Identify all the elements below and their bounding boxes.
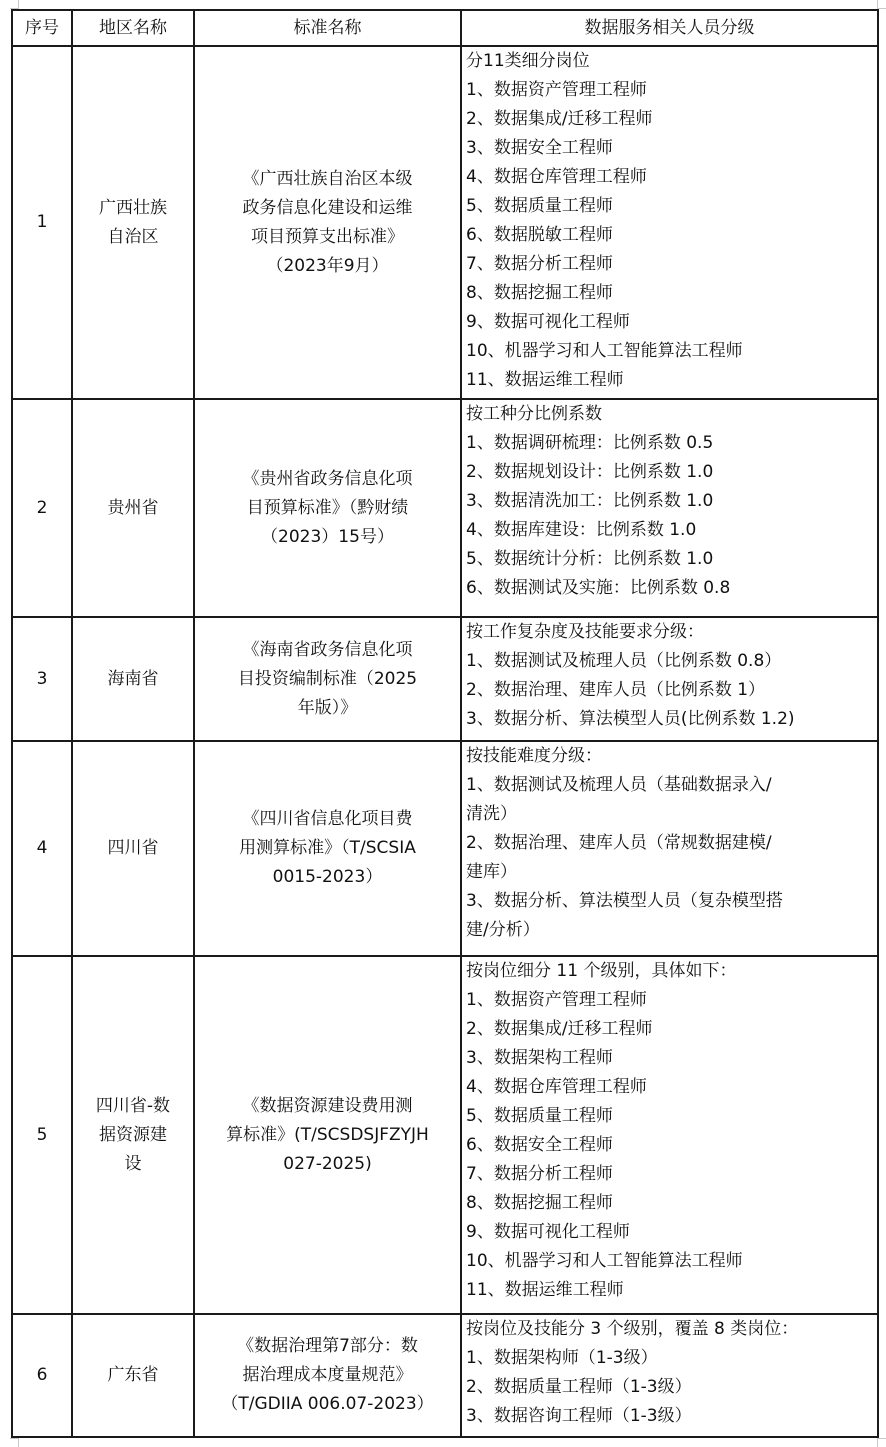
levels-item: 7、数据分析工程师 <box>466 254 613 274</box>
levels-item: 9、数据可视化工程师 <box>466 312 630 332</box>
levels-item: 3、数据分析、算法模型人员(比例系数 1.2) <box>466 709 795 729</box>
levels-item: 2、数据治理、建库人员（常规数据建模/ <box>466 833 772 853</box>
cell-levels <box>461 617 878 741</box>
levels-item: 2、数据集成/迁移工程师 <box>466 109 653 129</box>
levels-item: 7、数据分析工程师 <box>466 1164 613 1184</box>
levels-item: 建/分析） <box>466 920 540 940</box>
standard-line: 目预算标准》（黔财绩 <box>246 497 409 518</box>
levels-item: 清洗） <box>466 804 517 824</box>
levels-item: 1、数据资产管理工程师 <box>466 990 647 1010</box>
levels-item: 4、数据仓库管理工程师 <box>466 167 647 187</box>
levels-intro: 按技能难度分级： <box>466 746 602 766</box>
standard-line: 0015-2023） <box>272 867 383 887</box>
standard-line: 政务信息化建设和运维 <box>242 197 413 218</box>
levels-item: 1、数据测试及梳理人员（基础数据录入/ <box>466 775 772 795</box>
standard-line: 项目预算支出标准》 <box>251 226 404 247</box>
levels-item: 3、数据安全工程师 <box>466 138 613 158</box>
levels-item: 9、数据可视化工程师 <box>466 1222 630 1242</box>
levels-item: 11、数据运维工程师 <box>466 1280 624 1300</box>
region-line: 海南省 <box>107 668 159 689</box>
levels-item: 6、数据测试及实施：比例系数 0.8 <box>466 578 731 598</box>
region-line: 广东省 <box>107 1365 159 1385</box>
standard-line: 用测算标准》（T/SCSIA <box>239 838 416 858</box>
levels-item: 5、数据质量工程师 <box>466 196 613 216</box>
header-no: 序号 <box>12 10 72 46</box>
region-line: 自治区 <box>107 226 159 247</box>
cell-standard <box>194 399 461 617</box>
levels-item: 6、数据安全工程师 <box>466 1135 613 1155</box>
table-row <box>12 1314 878 1437</box>
cell-no: 1 <box>12 46 72 399</box>
levels-intro: 按工作复杂度及技能要求分级： <box>466 622 704 642</box>
levels-intro: 分11类细分岗位 <box>466 51 590 71</box>
page-corner-mark <box>877 0 886 9</box>
levels-item: 3、数据清洗加工：比例系数 1.0 <box>466 491 714 511</box>
standard-line: 《数据治理第7部分：数 <box>237 1336 418 1356</box>
header-region: 地区名称 <box>72 10 194 46</box>
levels-item: 11、数据运维工程师 <box>466 370 624 390</box>
table-row <box>12 617 878 741</box>
table-row <box>12 399 878 617</box>
levels-item: 1、数据测试及梳理人员（比例系数 0.8） <box>466 651 782 671</box>
page-corner-mark <box>877 1438 886 1447</box>
cell-region <box>72 399 194 617</box>
cell-levels <box>461 399 878 617</box>
levels-item: 5、数据质量工程师 <box>466 1106 613 1126</box>
region-line: 设 <box>124 1153 142 1174</box>
standard-line: （T/GDIIA 006.07-2023） <box>221 1394 434 1414</box>
levels-intro: 按工种分比例系数 <box>466 404 602 424</box>
levels-item: 1、数据调研梳理：比例系数 0.5 <box>466 433 714 453</box>
cell-no: 2 <box>12 399 72 617</box>
cell-standard <box>194 956 461 1314</box>
region-line: 贵州省 <box>107 497 159 518</box>
standard-line: 算标准》(T/SCSDSJFZYJH <box>226 1124 429 1145</box>
levels-item: 2、数据集成/迁移工程师 <box>466 1019 653 1039</box>
standard-line: （2023年9月） <box>266 255 389 276</box>
page-corner-mark <box>10 1438 19 1447</box>
standard-line: 《海南省政务信息化项 <box>242 639 413 660</box>
levels-item: 3、数据分析、算法模型人员（复杂模型搭 <box>466 891 783 911</box>
header-row <box>12 10 878 46</box>
levels-item: 8、数据挖掘工程师 <box>466 1193 613 1213</box>
levels-intro: 按岗位细分 11 个级别，具体如下： <box>466 961 737 981</box>
standard-line: 《广西壮族自治区本级 <box>242 168 413 189</box>
cell-no: 4 <box>12 741 72 956</box>
header-standard: 标准名称 <box>194 10 461 46</box>
levels-item: 8、数据挖掘工程师 <box>466 283 613 303</box>
levels-item: 10、机器学习和人工智能算法工程师 <box>466 341 743 361</box>
levels-item: 4、数据仓库管理工程师 <box>466 1077 647 1097</box>
cell-levels <box>461 956 878 1314</box>
cell-standard <box>194 1314 461 1437</box>
cell-region <box>72 46 194 399</box>
standard-line: 年版）》 <box>297 697 358 718</box>
levels-item: 建库） <box>466 862 517 882</box>
levels-item: 5、数据统计分析：比例系数 1.0 <box>466 549 714 569</box>
levels-item: 6、数据脱敏工程师 <box>466 225 613 245</box>
cell-no: 5 <box>12 956 72 1314</box>
region-line: 广西壮族 <box>99 197 167 218</box>
page-corner-mark <box>10 0 19 9</box>
table-row <box>12 956 878 1314</box>
levels-item: 2、数据治理、建库人员（比例系数 1） <box>466 680 766 700</box>
region-line: 据资源建 <box>99 1124 167 1145</box>
cell-region <box>72 617 194 741</box>
standard-line: 《四川省信息化项目费 <box>242 809 413 829</box>
cell-no: 6 <box>12 1314 72 1437</box>
levels-item: 3、数据咨询工程师（1-3级） <box>466 1406 692 1426</box>
cell-region <box>72 956 194 1314</box>
cell-standard <box>194 741 461 956</box>
cell-standard <box>194 617 461 741</box>
levels-item: 1、数据资产管理工程师 <box>466 80 647 100</box>
standard-line: 《贵州省政务信息化项 <box>242 468 413 489</box>
levels-item: 10、机器学习和人工智能算法工程师 <box>466 1251 743 1271</box>
standard-line: 据治理成本度量规范》 <box>242 1365 413 1385</box>
levels-item: 3、数据架构工程师 <box>466 1048 613 1068</box>
cell-levels <box>461 46 878 399</box>
header-levels: 数据服务相关人员分级 <box>461 10 878 46</box>
standard-line: 目投资编制标准（2025 <box>237 668 418 689</box>
table-row <box>12 741 878 956</box>
cell-no: 3 <box>12 617 72 741</box>
levels-item: 1、数据架构师（1-3级） <box>466 1348 658 1368</box>
cell-levels <box>461 741 878 956</box>
cell-levels <box>461 1314 878 1437</box>
levels-intro: 按岗位及技能分 3 个级别，覆盖 8 类岗位： <box>466 1319 799 1339</box>
standards-table <box>11 9 879 1438</box>
standard-line: （2023）15号） <box>261 526 394 547</box>
levels-item: 2、数据规划设计：比例系数 1.0 <box>466 462 714 482</box>
region-line: 四川省-数 <box>95 1095 171 1116</box>
region-line: 四川省 <box>107 838 159 858</box>
cell-region <box>72 741 194 956</box>
standard-line: 《数据资源建设费用测 <box>242 1095 413 1116</box>
cell-standard <box>194 46 461 399</box>
levels-item: 2、数据质量工程师（1-3级） <box>466 1377 692 1397</box>
standard-line: 027-2025) <box>283 1153 372 1174</box>
cell-region <box>72 1314 194 1437</box>
levels-item: 4、数据库建设：比例系数 1.0 <box>466 520 697 540</box>
table-row <box>12 46 878 399</box>
